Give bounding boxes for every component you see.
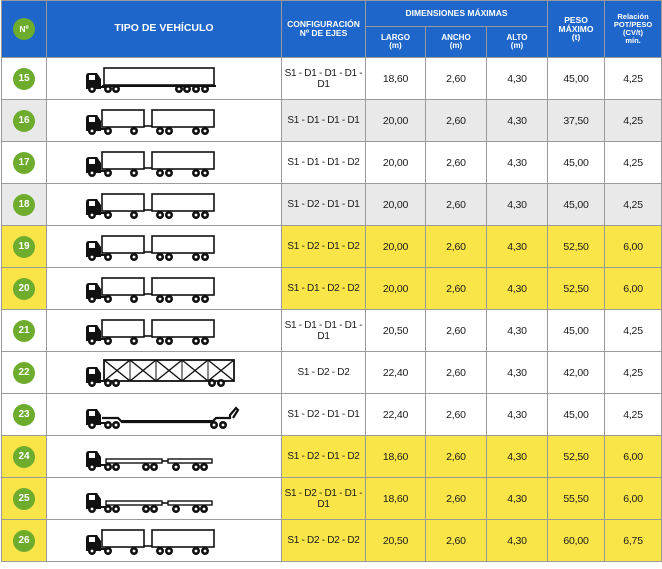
row-number-cell (2, 184, 47, 226)
row-number-cell (2, 142, 47, 184)
config-cell: S1 - D1 - D1 - D1 - D1 (282, 310, 366, 352)
relacion-cell: 6,75 (605, 520, 662, 562)
table-row (2, 520, 662, 562)
vehicle-cell (47, 352, 282, 394)
relacion-cell: 4,25 (605, 142, 662, 184)
header-tipo: TIPO DE VEHÍCULO (47, 1, 282, 58)
row-number-cell (2, 352, 47, 394)
row-number-badge: 22 (13, 362, 35, 384)
ancho-cell: 2,60 (426, 394, 487, 436)
vehicle-cell (47, 268, 282, 310)
ancho-cell: 2,60 (426, 100, 487, 142)
largo-cell: 22,40 (366, 352, 426, 394)
lattice-semitrailer-icon (84, 356, 244, 389)
vehicle-dimensions-table (1, 0, 662, 562)
vehicle-cell (47, 394, 282, 436)
row-number-cell (2, 268, 47, 310)
config-cell: S1 - D1 - D1 - D2 (282, 142, 366, 184)
header-relacion-line2: POT/PESO (613, 20, 653, 30)
header-relacion-line3: (CV/t) (623, 28, 644, 37)
relacion-cell: 4,25 (605, 352, 662, 394)
row-number-badge: 18 (13, 194, 35, 216)
alto-cell: 4,30 (487, 436, 548, 478)
ancho-cell: 2,60 (426, 184, 487, 226)
truck-with-trailer-icon (84, 272, 244, 305)
header-relacion-line4: mín. (625, 35, 641, 45)
header-ancho (426, 27, 487, 58)
row-number-cell (2, 58, 47, 100)
table-row (2, 478, 662, 520)
config-cell: S1 - D2 - D1 - D1 - D1 (282, 478, 366, 520)
relacion-cell: 4,25 (605, 184, 662, 226)
relacion-cell: 6,00 (605, 436, 662, 478)
largo-cell: 20,50 (366, 310, 426, 352)
largo-cell: 22,40 (366, 394, 426, 436)
vehicle-cell (47, 520, 282, 562)
header-alto (487, 27, 548, 58)
relacion-cell: 6,00 (605, 478, 662, 520)
config-cell: S1 - D1 - D2 - D2 (282, 268, 366, 310)
ancho-cell: 2,60 (426, 226, 487, 268)
truck-with-trailer-icon (84, 230, 244, 263)
row-number-cell (2, 310, 47, 352)
header-config-line2: Nº DE EJES (299, 28, 348, 38)
table-row (2, 226, 662, 268)
config-cell: S1 - D2 - D1 - D2 (282, 436, 366, 478)
platform-semitrailer-icon (84, 482, 244, 515)
header-peso-line1: PESO (564, 14, 588, 25)
row-number-cell (2, 226, 47, 268)
ancho-cell: 2,60 (426, 478, 487, 520)
alto-cell: 4,30 (487, 394, 548, 436)
row-number-badge: 16 (13, 110, 35, 132)
config-cell: S1 - D1 - D1 - D1 - D1 (282, 58, 366, 100)
row-number-badge: 21 (13, 320, 35, 342)
header-config (282, 1, 366, 58)
table-row (2, 100, 662, 142)
vehicle-cell (47, 142, 282, 184)
alto-cell: 4,30 (487, 268, 548, 310)
peso-cell: 45,00 (548, 184, 605, 226)
peso-cell: 45,00 (548, 142, 605, 184)
row-number-badge: 17 (13, 152, 35, 174)
vehicle-cell (47, 436, 282, 478)
row-number-cell (2, 436, 47, 478)
row-number-badge: 25 (13, 488, 35, 510)
alto-cell: 4,30 (487, 310, 548, 352)
largo-cell: 18,60 (366, 478, 426, 520)
alto-cell: 4,30 (487, 184, 548, 226)
peso-cell: 37,50 (548, 100, 605, 142)
semitrailer-with-trailer-icon (84, 62, 244, 95)
ancho-cell: 2,60 (426, 352, 487, 394)
relacion-cell: 6,00 (605, 268, 662, 310)
table-row (2, 310, 662, 352)
vehicle-cell (47, 184, 282, 226)
config-cell: S1 - D2 - D1 - D1 (282, 394, 366, 436)
peso-cell: 55,50 (548, 478, 605, 520)
ancho-cell: 2,60 (426, 268, 487, 310)
peso-cell: 45,00 (548, 58, 605, 100)
table-row (2, 436, 662, 478)
row-number-cell (2, 478, 47, 520)
largo-cell: 20,00 (366, 142, 426, 184)
ancho-cell: 2,60 (426, 436, 487, 478)
largo-cell: 20,00 (366, 268, 426, 310)
largo-cell: 20,00 (366, 100, 426, 142)
ancho-cell: 2,60 (426, 142, 487, 184)
header-peso-line2: MÁXIMO (558, 23, 594, 34)
header-ancho-line1: ANCHO (441, 32, 471, 42)
header-largo (366, 27, 426, 58)
row-number-badge: 23 (13, 404, 35, 426)
alto-cell: 4,30 (487, 58, 548, 100)
header-alto-line1: ALTO (506, 32, 528, 42)
table-row (2, 58, 662, 100)
config-cell: S1 - D2 - D1 - D1 (282, 184, 366, 226)
largo-cell: 20,00 (366, 184, 426, 226)
table-row (2, 268, 662, 310)
vehicle-cell (47, 100, 282, 142)
peso-cell: 52,50 (548, 268, 605, 310)
vehicle-cell (47, 310, 282, 352)
truck-with-trailer-icon (84, 188, 244, 221)
header-relacion (605, 1, 662, 58)
truck-with-trailer-icon (84, 146, 244, 179)
peso-cell: 45,00 (548, 394, 605, 436)
vehicle-cell (47, 226, 282, 268)
ancho-cell: 2,60 (426, 310, 487, 352)
largo-cell: 20,00 (366, 226, 426, 268)
header-alto-line2: (m) (510, 41, 524, 50)
row-number-badge: 20 (13, 278, 35, 300)
largo-cell: 18,60 (366, 436, 426, 478)
header-largo-line2: (m) (389, 41, 402, 50)
header-num-badge: Nº (13, 18, 35, 40)
largo-cell: 18,60 (366, 58, 426, 100)
alto-cell: 4,30 (487, 226, 548, 268)
config-cell: S1 - D2 - D2 (282, 352, 366, 394)
row-number-badge: 26 (13, 530, 35, 552)
alto-cell: 4,30 (487, 352, 548, 394)
lowbed-semitrailer-icon (84, 398, 244, 431)
alto-cell: 4,30 (487, 142, 548, 184)
row-number-badge: 19 (13, 236, 35, 258)
truck-with-trailer-icon (84, 314, 244, 347)
platform-semitrailer-icon (84, 440, 244, 473)
largo-cell: 20,50 (366, 520, 426, 562)
relacion-cell: 4,25 (605, 394, 662, 436)
config-cell: S1 - D1 - D1 - D1 (282, 100, 366, 142)
peso-cell: 52,50 (548, 436, 605, 478)
relacion-cell: 4,25 (605, 100, 662, 142)
table-row (2, 184, 662, 226)
header-largo-line1: LARGO (381, 32, 410, 42)
table-body (2, 58, 662, 562)
vehicle-cell (47, 58, 282, 100)
peso-cell: 60,00 (548, 520, 605, 562)
header-dimensiones: DIMENSIONES MÁXIMAS (366, 1, 548, 27)
alto-cell: 4,30 (487, 100, 548, 142)
peso-cell: 45,00 (548, 310, 605, 352)
table-row (2, 352, 662, 394)
header-ancho-line2: (m) (449, 41, 463, 50)
header-config-line1: CONFIGURACIÓN (287, 19, 360, 30)
header-peso (548, 1, 605, 58)
header-relacion-line1: Relación (617, 12, 649, 22)
config-cell: S1 - D2 - D1 - D2 (282, 226, 366, 268)
table-row (2, 142, 662, 184)
peso-cell: 52,50 (548, 226, 605, 268)
truck-with-trailer-icon (84, 524, 244, 557)
table-row (2, 394, 662, 436)
row-number-cell (2, 394, 47, 436)
ancho-cell: 2,60 (426, 520, 487, 562)
ancho-cell: 2,60 (426, 58, 487, 100)
truck-with-trailer-icon (84, 104, 244, 137)
relacion-cell: 4,25 (605, 310, 662, 352)
row-number-badge: 24 (13, 446, 35, 468)
row-number-badge: 15 (13, 68, 35, 90)
alto-cell: 4,30 (487, 478, 548, 520)
header-peso-line3: (t) (571, 32, 581, 43)
row-number-cell (2, 100, 47, 142)
vehicle-cell (47, 478, 282, 520)
row-number-cell (2, 520, 47, 562)
peso-cell: 42,00 (548, 352, 605, 394)
header-num (2, 1, 47, 58)
relacion-cell: 6,00 (605, 226, 662, 268)
relacion-cell: 4,25 (605, 58, 662, 100)
config-cell: S1 - D2 - D2 - D2 (282, 520, 366, 562)
alto-cell: 4,30 (487, 520, 548, 562)
